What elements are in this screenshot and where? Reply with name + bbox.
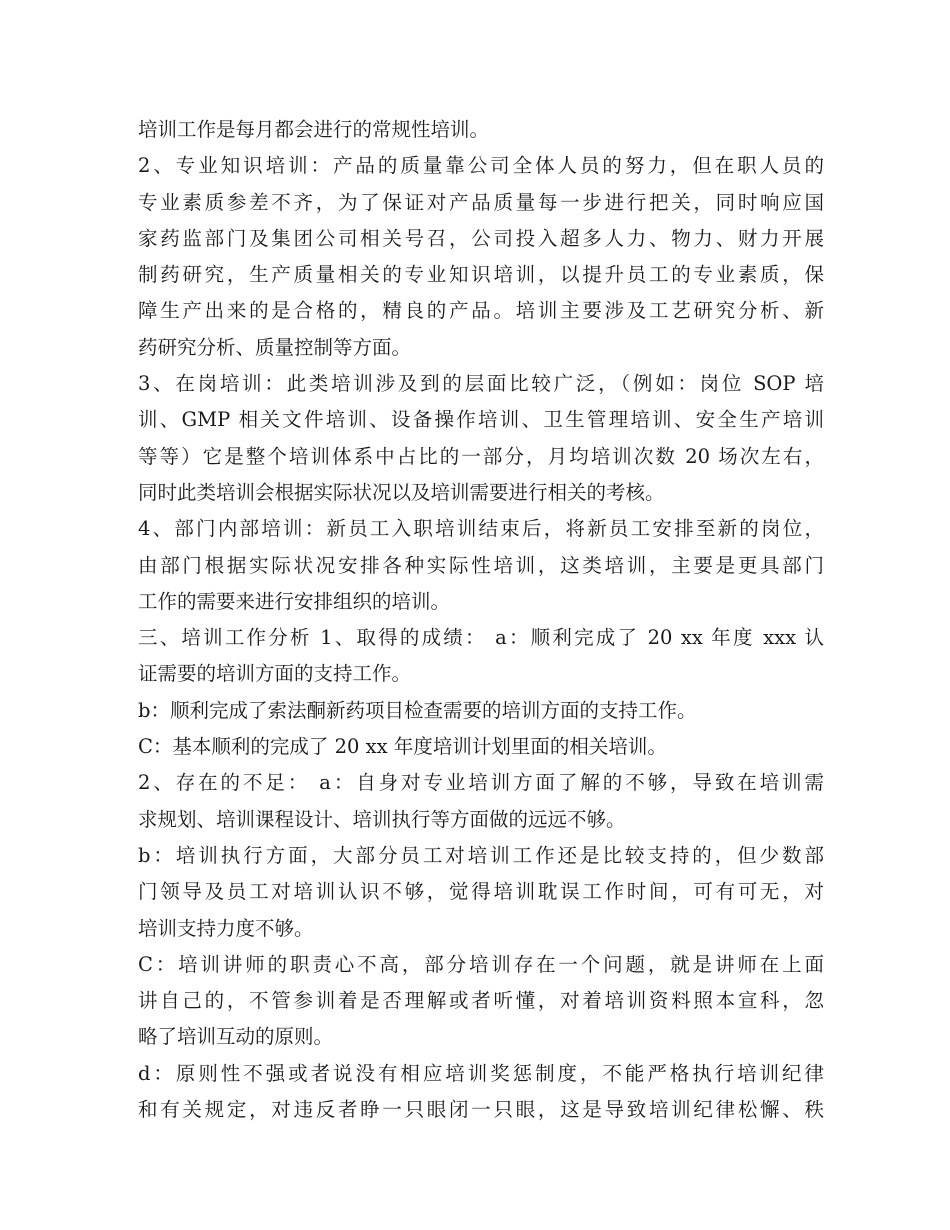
- text-line: 三、培训工作分析 1、取得的成绩： a：顺利完成了 20 xx 年度 xxx 认: [138, 626, 824, 650]
- text-line: 药研究分析、质量控制等方面。: [138, 335, 412, 359]
- text-line: 求规划、培训课程设计、培训执行等方面做的远远不够。: [138, 807, 626, 831]
- text-line: 工作的需要来进行安排组织的培训。: [138, 589, 451, 613]
- text-line: b：顺利完成了索法酮新药项目检查需要的培训方面的支持工作。: [138, 698, 697, 722]
- text-line: 和有关规定，对违反者睁一只眼闭一只眼，这是导致培训纪律松懈、秩: [138, 1098, 824, 1122]
- text-line: 障生产出来的是合格的，精良的产品。培训主要涉及工艺研究分析、新: [138, 299, 824, 323]
- text-line: 门领导及员工对培训认识不够，觉得培训耽误工作时间，可有可无，对: [138, 880, 824, 904]
- text-line: 制药研究，生产质量相关的专业知识培训，以提升员工的专业素质，保: [138, 263, 824, 287]
- text-line: 训、GMP 相关文件培训、设备操作培训、卫生管理培训、安全生产培训: [138, 408, 824, 432]
- text-line: 2、存在的不足： a：自身对专业培训方面了解的不够，导致在培训需: [138, 771, 824, 795]
- document-page: [138, 112, 824, 1128]
- text-line: C：培训讲师的职责心不高，部分培训存在一个问题，就是讲师在上面: [138, 952, 824, 976]
- text-line: 略了培训互动的原则。: [138, 1025, 334, 1049]
- text-line: 等等）它是整个培训体系中占比的一部分，月均培训次数 20 场次左右，: [138, 444, 824, 468]
- text-line: 3、在岗培训：此类培训涉及到的层面比较广泛，（例如：岗位 SOP 培: [138, 372, 824, 396]
- text-line: d：原则性不强或者说没有相应培训奖惩制度，不能严格执行培训纪律: [138, 1061, 824, 1085]
- text-line: 讲自己的，不管参训着是否理解或者听懂，对着培训资料照本宣科，忽: [138, 989, 824, 1013]
- text-line: 由部门根据实际状况安排各种实际性培训，这类培训，主要是更具部门: [138, 553, 824, 577]
- text-line: 2、专业知识培训：产品的质量靠公司全体人员的努力，但在职人员的: [138, 154, 824, 178]
- text-line: C：基本顺利的完成了 20 xx 年度培训计划里面的相关培训。: [138, 735, 667, 759]
- text-line: 4、部门内部培训：新员工入职培训结束后，将新员工安排至新的岗位，: [138, 517, 824, 541]
- text-line: 家药监部门及集团公司相关号召，公司投入超多人力、物力、财力开展: [138, 226, 824, 250]
- text-line: 专业素质参差不齐，为了保证对产品质量每一步进行把关，同时响应国: [138, 190, 824, 214]
- text-line: 培训支持力度不够。: [138, 916, 314, 940]
- text-line: 同时此类培训会根据实际状况以及培训需要进行相关的考核。: [138, 480, 665, 504]
- text-line: 证需要的培训方面的支持工作。: [138, 662, 412, 686]
- text-line: b：培训执行方面，大部分员工对培训工作还是比较支持的，但少数部: [138, 843, 824, 867]
- text-line: 培训工作是每月都会进行的常规性培训。: [138, 118, 490, 141]
